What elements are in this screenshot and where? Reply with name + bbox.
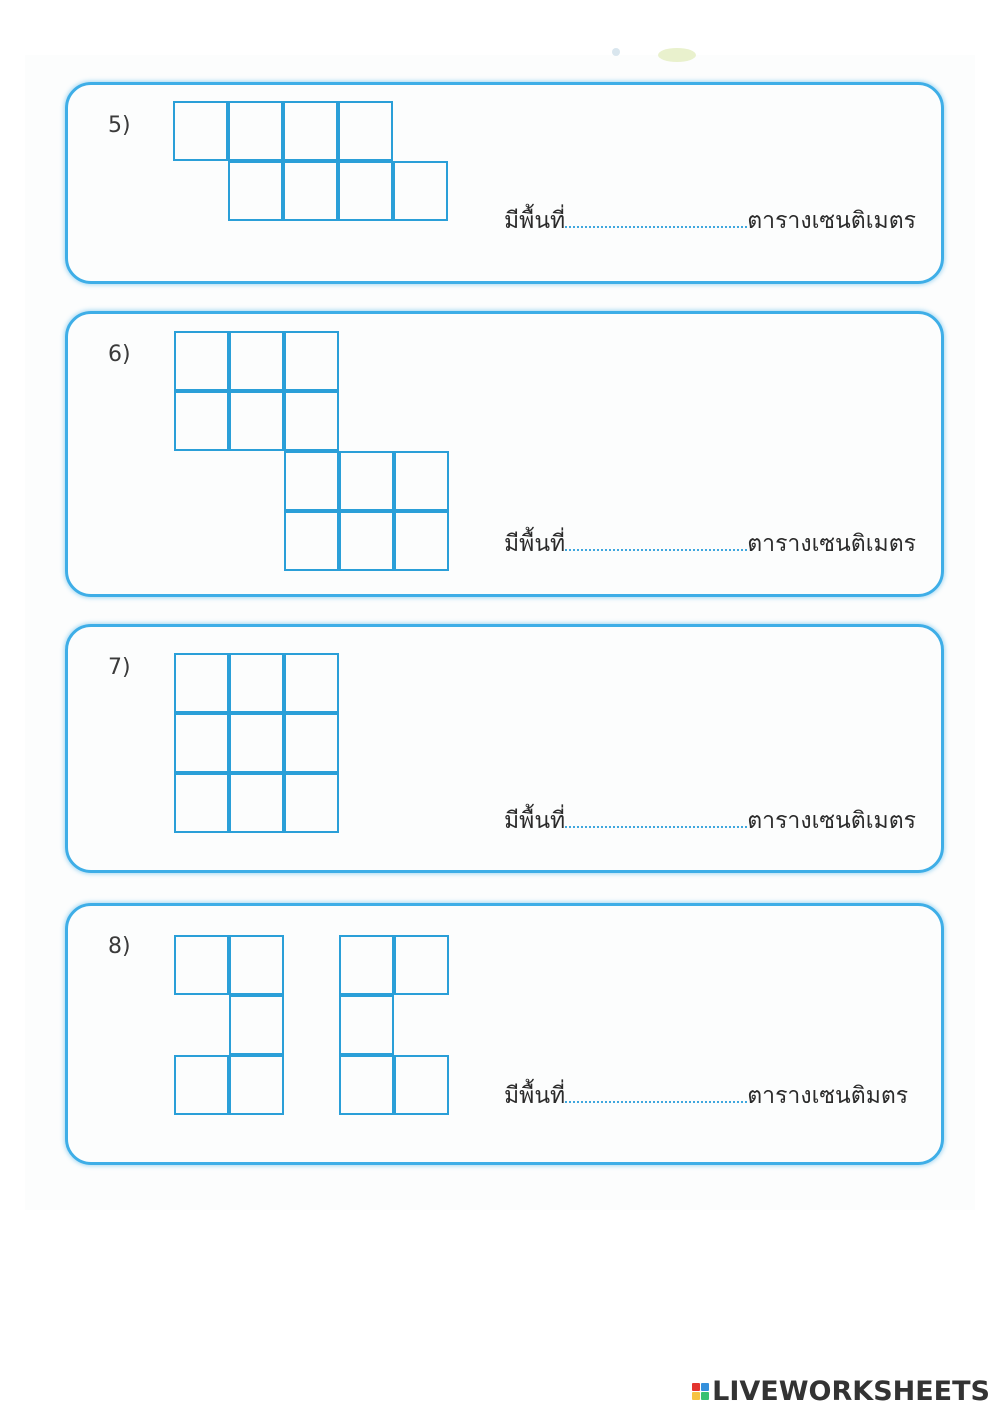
grid-cell — [174, 935, 229, 995]
grid-cell — [339, 995, 394, 1055]
grid-cell — [173, 101, 228, 161]
answer-blank[interactable] — [565, 808, 747, 828]
grid-cell — [229, 331, 284, 391]
answer-blank[interactable] — [565, 531, 747, 551]
grid-cell — [339, 1055, 394, 1115]
grid-cell — [338, 161, 393, 221]
unit-label: ตารางเซนติเมตร — [747, 808, 917, 834]
question-number: 6) — [108, 342, 131, 367]
unit-label: ตารางเซนติเมตร — [747, 531, 917, 557]
grid-cell — [174, 1055, 229, 1115]
grid-cell — [174, 713, 229, 773]
grid-cell — [229, 713, 284, 773]
grid-cell — [339, 511, 394, 571]
unit-label: ตารางเซนติเมตร — [747, 208, 917, 234]
liveworksheets-icon — [692, 1383, 709, 1400]
answer-blank[interactable] — [565, 1083, 747, 1103]
question-number: 8) — [108, 934, 131, 959]
area-label: มีพื้นที่ — [504, 531, 566, 557]
answer-line — [504, 1078, 908, 1114]
grid-cell — [283, 161, 338, 221]
answer-blank[interactable] — [565, 208, 747, 228]
brand-name: LIVEWORKSHEETS — [712, 1376, 990, 1407]
question-box-6 — [65, 311, 944, 597]
grid-cell — [174, 391, 229, 451]
grid-cell — [228, 161, 283, 221]
grid-cell — [394, 935, 449, 995]
grid-cell — [174, 331, 229, 391]
grid-cell — [229, 773, 284, 833]
answer-line — [504, 203, 916, 239]
grid-cell — [338, 101, 393, 161]
grid-cell — [339, 935, 394, 995]
area-label: มีพื้นที่ — [504, 1083, 566, 1109]
grid-cell — [174, 653, 229, 713]
grid-cell — [284, 391, 339, 451]
area-label: มีพื้นที่ — [504, 808, 566, 834]
grid-cell — [393, 161, 448, 221]
question-number: 5) — [108, 113, 131, 138]
grid-cell — [284, 331, 339, 391]
grid-cell — [174, 773, 229, 833]
grid-cell — [229, 391, 284, 451]
grid-cell — [284, 451, 339, 511]
decoration-blob — [658, 48, 696, 62]
decoration-dot — [612, 48, 620, 56]
grid-cell — [284, 653, 339, 713]
grid-cell — [394, 1055, 449, 1115]
grid-cell — [284, 773, 339, 833]
question-box-5 — [65, 82, 944, 284]
liveworksheets-logo[interactable] — [692, 1376, 990, 1407]
grid-cell — [229, 935, 284, 995]
grid-cell — [283, 101, 338, 161]
area-label: มีพื้นที่ — [504, 208, 566, 234]
question-box-7 — [65, 624, 944, 873]
grid-cell — [339, 451, 394, 511]
grid-cell — [229, 1055, 284, 1115]
grid-cell — [284, 511, 339, 571]
grid-cell — [229, 995, 284, 1055]
question-number: 7) — [108, 655, 131, 680]
answer-line — [504, 803, 916, 839]
grid-cell — [229, 653, 284, 713]
unit-label: ตารางเซนติมตร — [747, 1083, 909, 1109]
grid-cell — [228, 101, 283, 161]
grid-cell — [284, 713, 339, 773]
question-box-8 — [65, 903, 944, 1165]
grid-cell — [394, 511, 449, 571]
grid-cell — [394, 451, 449, 511]
answer-line — [504, 526, 916, 562]
